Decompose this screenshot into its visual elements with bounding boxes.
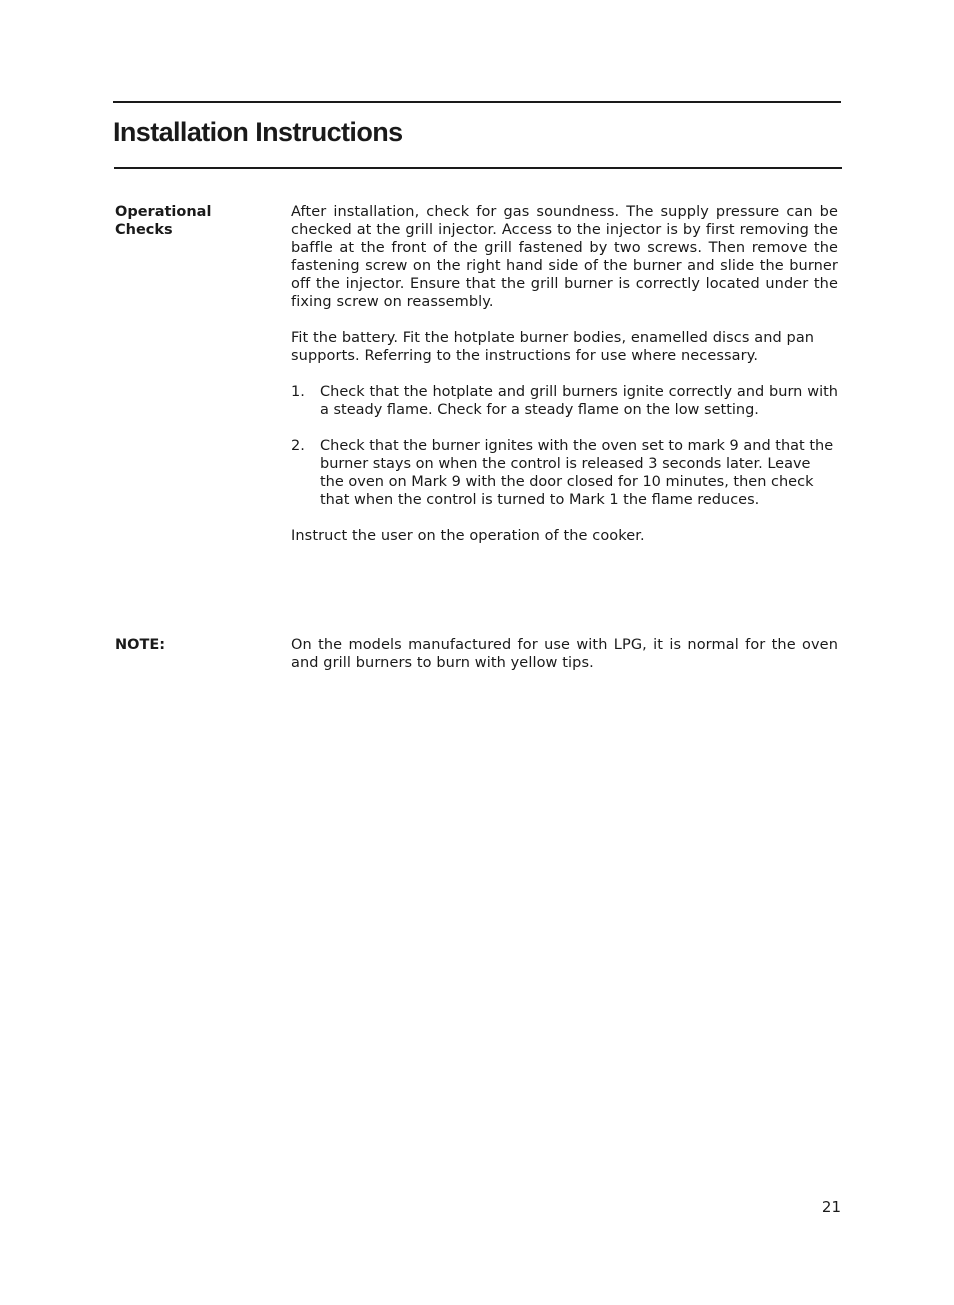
note-heading: NOTE: xyxy=(115,637,166,653)
operational-paragraph-2: Fit the battery. Fit the hotplate burner bodies, enamelled discs and pan supports. Referring to the instructions for use where necessary. xyxy=(291,330,815,364)
operational-closing: Instruct the user on the operation of the cooker. xyxy=(291,528,645,544)
operational-checks-body xyxy=(291,203,838,563)
header-bottom-rule xyxy=(114,167,842,169)
page-number: 21 xyxy=(821,1198,841,1216)
note-text: On the models manufactured for use with LPG, it is normal for the oven and grill burners to burn with yellow tips. xyxy=(291,637,838,671)
list-item-text: Check that the burner ignites with the oven set to mark 9 and that the burner stays on when the control is released 3 seconds later. Leave the oven on Mark 9 with the door closed for 10 minutes, then check that when the control is turned to Mark 1 the flame reduces. xyxy=(320,438,834,508)
list-item-number: 2. xyxy=(291,438,305,454)
list-item-text: Check that the hotplate and grill burners ignite correctly and burn with a steady flame. Check for a steady flame on the low setting. xyxy=(320,384,838,418)
list-item xyxy=(291,437,838,509)
note-body xyxy=(291,636,838,690)
operational-paragraph-1: After installation, check for gas soundness. The supply pressure can be checked at the grill injector. Access to the injector is by first removing the baffle at the front of the grill fastened by two screws. Then remove the fastening screw on the right hand side of the burner and slide the burner off the injector. Ensure that the grill burner is correctly located under the fixing screw on reassembly. xyxy=(291,204,838,310)
list-item-number: 1. xyxy=(291,384,305,400)
list-item xyxy=(291,383,838,419)
operational-checks-heading-line1: Operational xyxy=(115,204,212,220)
header-top-rule xyxy=(113,101,841,103)
page-title: Installation Instructions xyxy=(113,117,403,147)
operational-checks-heading-line2: Checks xyxy=(115,222,173,238)
operational-checks-heading xyxy=(115,203,275,239)
